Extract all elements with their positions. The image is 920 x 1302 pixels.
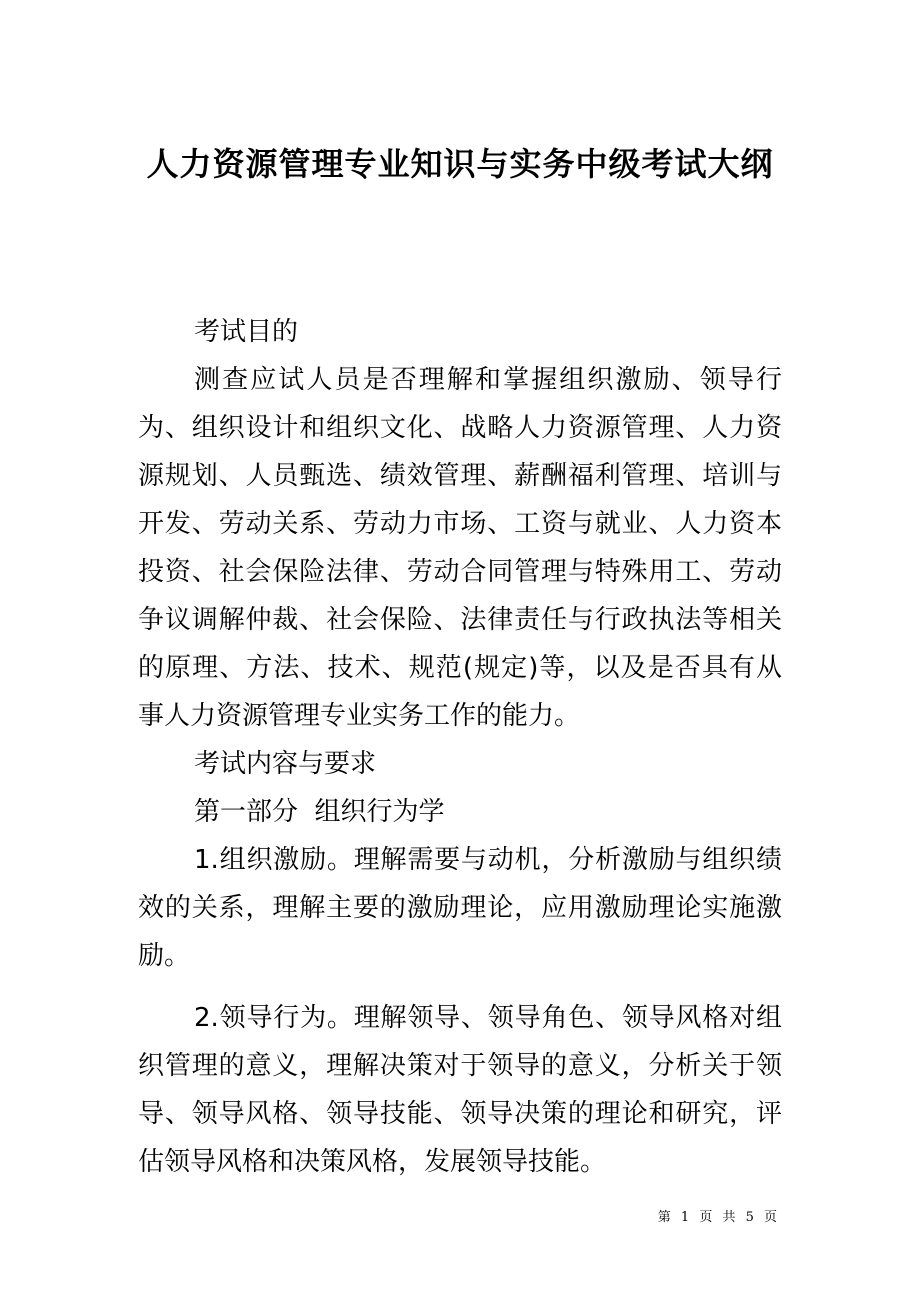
document-title: 人力资源管理专业知识与实务中级考试大纲 — [146, 145, 774, 183]
document-body — [138, 308, 782, 1186]
item-paragraph-1: 1.组织激励。理解需要与动机，分析激励与组织绩效的关系，理解主要的激励理论，应用激励理论实施激励。 — [138, 845, 782, 971]
item-paragraph-2: 2.领导行为。理解领导、领导角色、领导风格对组织管理的意义，理解决策对于领导的意义，分析关于领导、领导风格、领导技能、领导决策的理论和研究，评估领导风格和决策风格，发展领导技能。 — [138, 1003, 782, 1177]
part-heading: 第一部分 组织行为学 — [194, 797, 445, 827]
page-number-footer: 第 1 页 共 5 页 — [657, 1210, 780, 1225]
section-heading-purpose: 考试目的 — [194, 317, 299, 347]
section-heading-content: 考试内容与要求 — [194, 749, 377, 779]
purpose-paragraph: 测查应试人员是否理解和掌握组织激励、领导行为、组织设计和组织文化、战略人力资源管理、人力资源规划、人员甄选、绩效管理、薪酬福利管理、培训与开发、劳动关系、劳动力市场、工资与就业、人力资本投资、社会保险法律、劳动合同管理与特殊用工、劳动争议调解仲裁、社会保险、法律责任与行政执法等相关的原理、方法、技术、规范(规定)等，以及是否具有从事人力资源管理专业实务工作的能力。 — [138, 365, 782, 731]
